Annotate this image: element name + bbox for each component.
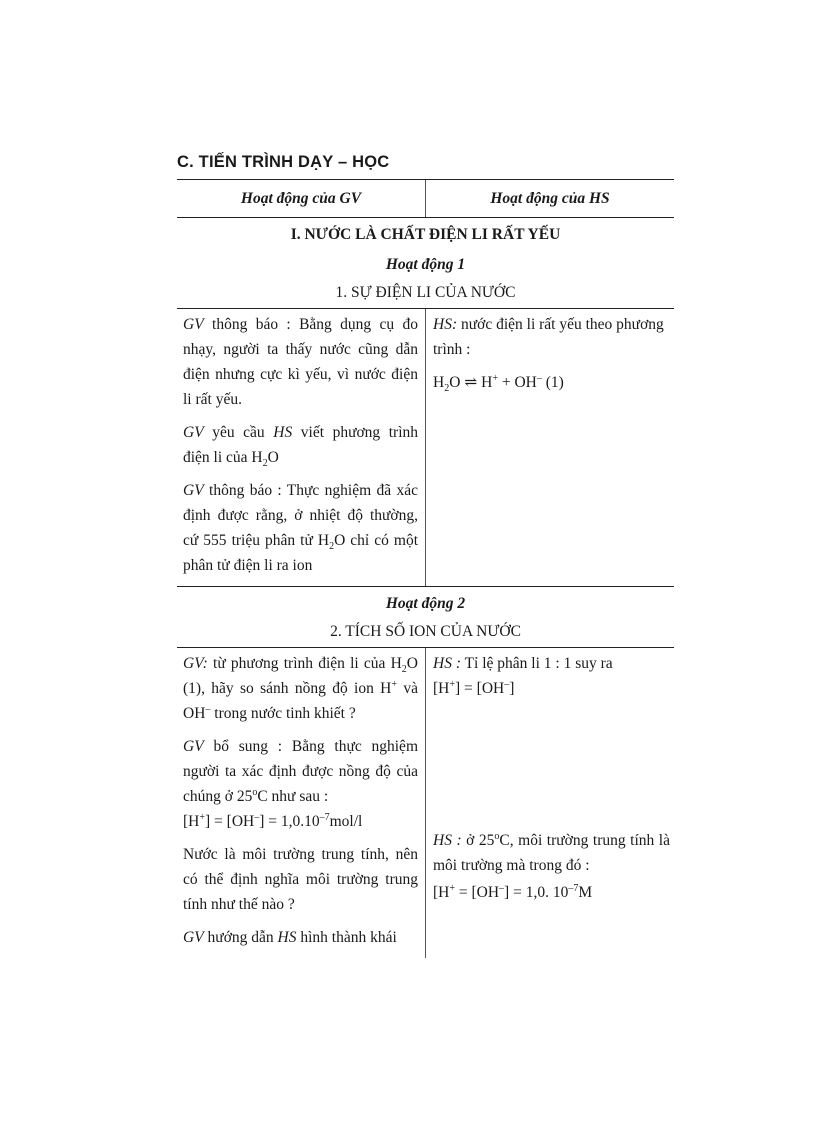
header-gv: Hoạt động của GV [240, 189, 362, 207]
section-heading: C. TIẾN TRÌNH DẠY – HỌC [177, 153, 390, 171]
activity-2-hs-column [425, 648, 674, 958]
concentration-equation: $[H^+] = [OH^-] = 1,0.10^{-7}mol/l$ [183, 811, 363, 830]
section-title: I. NƯỚC LÀ CHẤT ĐIỆN LI RẤT YẾU [290, 226, 561, 243]
gv-paragraph: GV: từ phương trình điện li của $H_2O$ (1), hãy so sánh nồng độ ion H+ và OH– trong nước tinh khiết ? [183, 655, 418, 722]
activity-1-subtitle: 1. SỰ ĐIỆN LI CỦA NƯỚC [335, 284, 516, 301]
gv-paragraph: Nước là môi trường trung tính, nên có thể định nghĩa môi trường trung tính như thế nào ? [183, 846, 418, 913]
activity-2-gv-column [177, 648, 425, 958]
activity-2-row [177, 648, 674, 958]
activity-1-row [177, 309, 674, 586]
activity-1-title: Hoạt động 1 [385, 256, 466, 273]
lesson-table [177, 179, 674, 958]
neutral-equation: [H+ = [OH–] = 1,0. $10^{-7}M$ [433, 882, 593, 901]
activity-1-gv-column [177, 309, 425, 586]
water-ionization-equation: $H_2O$ ⇌ H+ + OH– (1) [433, 372, 564, 395]
table-header [177, 180, 674, 217]
hs-paragraph: HS: nước điện li rất yếu theo phương trình : [433, 316, 664, 358]
hs-paragraph: HS : ở 25$^o$C, môi trường trung tính là môi trường mà trong đó : [433, 830, 670, 874]
gv-paragraph: GV thông báo : Bằng dụng cụ đo nhạy, người ta thấy nước cũng dẫn điện nhưng cực kì yếu, vì nước điện li rất yếu. [183, 316, 418, 408]
gv-paragraph: GV hướng dẫn HS hình thành khái [183, 929, 397, 946]
activity-1-hs-column [425, 309, 674, 586]
activity-2-title: Hoạt động 2 [385, 595, 466, 612]
gv-paragraph: GV bổ sung : Bằng thực nghiệm người ta xác định được nồng độ của chúng ở 25$^o$C như sau : [183, 738, 418, 805]
ratio-equation: [H+] = [OH–] [433, 678, 515, 697]
activity-2-subtitle: 2. TÍCH SỐ ION CỦA NƯỚC [330, 623, 521, 640]
gv-paragraph: GV yêu cầu HS viết phương trình điện li của $H_2O$ [183, 424, 418, 470]
header-hs: Hoạt động của HS [425, 180, 674, 217]
gv-paragraph: GV thông báo : Thực nghiệm đã xác định được rằng, ở nhiệt độ thường, cứ 555 triệu phân tử $H_2O$ chỉ có một phân tử điện li ra ion [183, 482, 419, 574]
hs-paragraph: HS : Tỉ lệ phân li 1 : 1 suy ra [433, 655, 613, 672]
